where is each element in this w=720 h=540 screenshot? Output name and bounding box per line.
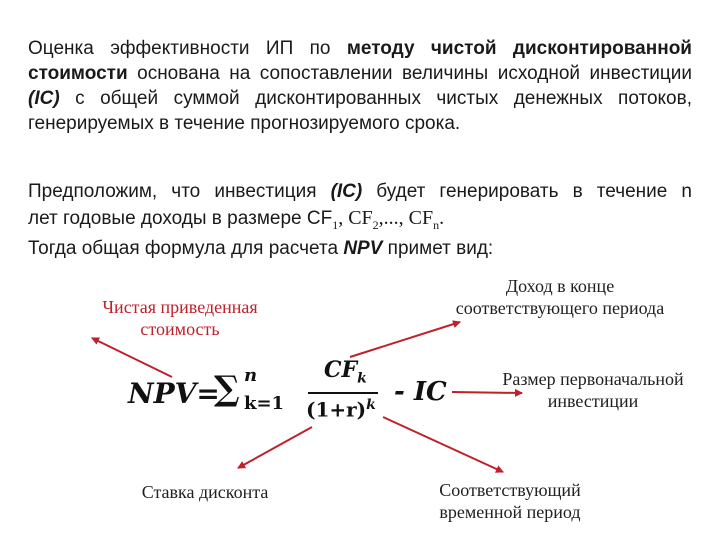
arrow-to-npv-label: [92, 338, 172, 377]
arrow-to-income-label: [350, 322, 460, 357]
formula-denominator-base: (1+r): [306, 397, 367, 422]
formula-intro-text-2: примет вид:: [382, 238, 494, 259]
label-npv: [70, 296, 290, 340]
label-income: [420, 275, 700, 319]
label-period-line-1: Соответствующий: [439, 480, 581, 500]
label-npv-line-1: Чистая приведенная: [102, 297, 258, 317]
label-ic-line-2: инвестиции: [547, 391, 639, 411]
cf-text-4: .: [439, 207, 445, 229]
formula-sum-lower: k=1: [244, 393, 285, 414]
label-ic-line-1: Размер первоначальной: [502, 369, 684, 389]
formula-cf: CF: [324, 357, 358, 383]
cf-sub-n: n: [433, 218, 440, 232]
cf-text-3: ,..., CF: [378, 207, 434, 229]
assumption-text-2: будет генерировать в течение n: [362, 181, 692, 202]
npv-term: NPV: [343, 238, 383, 259]
label-time-period: [400, 479, 620, 523]
assumption-text-1: Предположим, что инвестиция: [28, 181, 331, 202]
cf-sub-2: 2: [372, 218, 379, 232]
cf-text-1: лет годовые доходы в размере CF: [28, 208, 333, 229]
formula-minus-ic: - IC: [394, 377, 447, 407]
formula-npv: NPV=: [128, 377, 220, 410]
label-npv-line-2: стоимость: [140, 319, 220, 339]
label-period-line-2: временной период: [439, 502, 581, 522]
formula-sum-upper: n: [244, 365, 258, 386]
arrow-to-rate-label: [238, 427, 312, 468]
formula-intro-text-1: Тогда общая формула для расчета: [28, 238, 344, 259]
cf-text-2: , CF: [338, 207, 373, 229]
intro-text-2: основана на сопоставлении величины исходной инвестиции: [127, 63, 692, 84]
label-initial-investment: [468, 368, 718, 412]
method-name: методу чистой дисконтированной стоимости: [28, 38, 692, 84]
formula-sigma: ∑: [214, 369, 240, 409]
formula-denominator-exp: k: [366, 397, 376, 413]
arrow-to-period-label: [383, 417, 503, 472]
label-rate-text: Ставка дисконта: [141, 482, 269, 502]
cf-sub-1: 1: [332, 218, 339, 232]
intro-text-3: с общей суммой дисконтированных чистых денежных потоков, генерируемых в течение прогнозируемого срока.: [28, 88, 692, 134]
label-income-line-1: Доход в конце: [505, 276, 615, 296]
label-income-line-2: соответствующего периода: [455, 298, 665, 318]
ic-term-2: (IC): [330, 181, 363, 202]
label-discount-rate: [105, 481, 305, 503]
formula-cf-sub: k: [357, 370, 367, 387]
intro-text-1: Оценка эффективности ИП по: [28, 38, 347, 59]
ic-term: (IC): [28, 88, 60, 109]
